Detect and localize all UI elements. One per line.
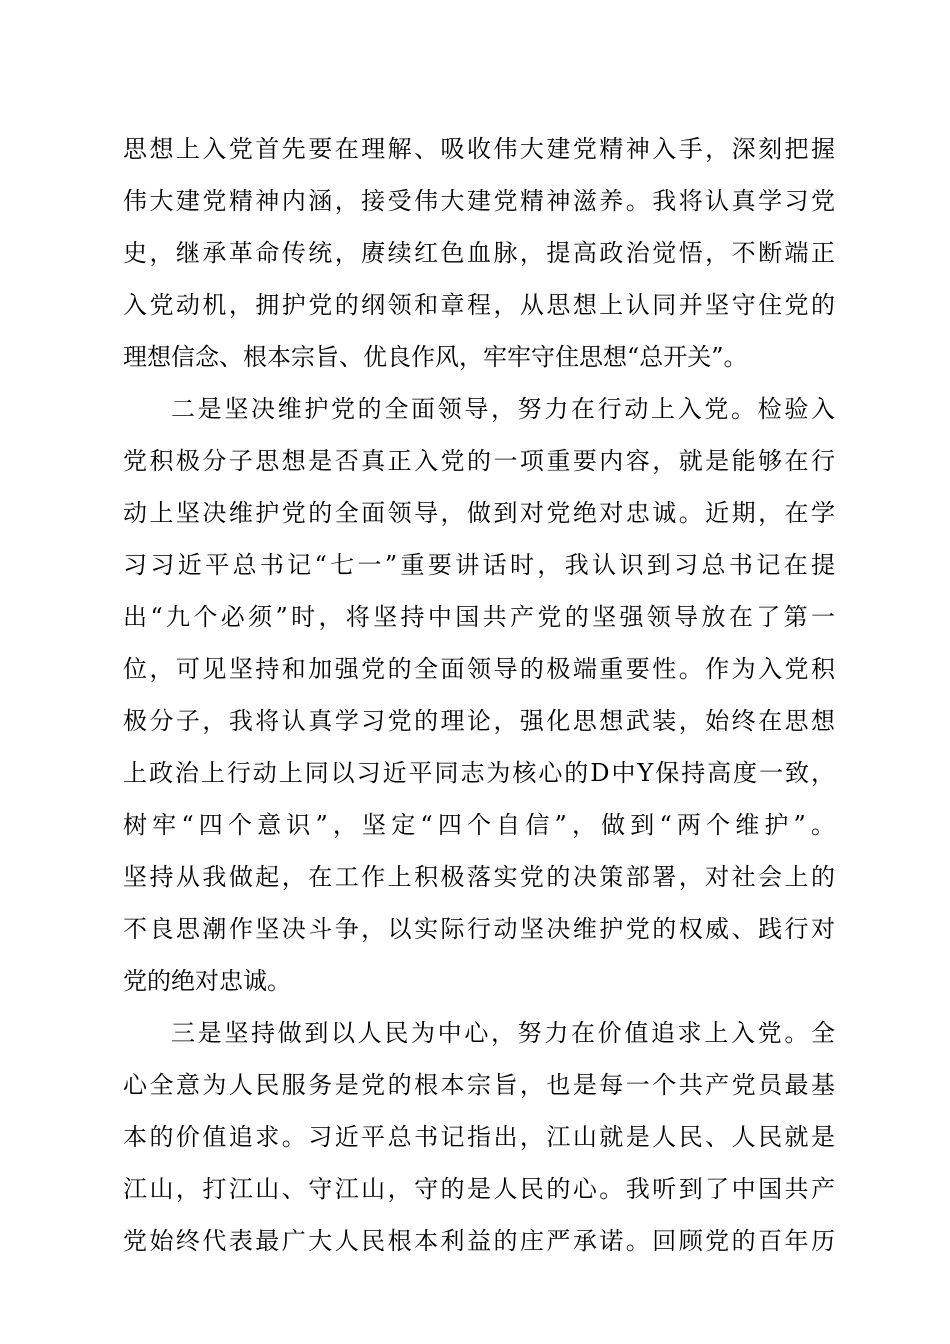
text-line: 位，可见坚持和加强党的全面领导的极端重要性。作为入党积 — [123, 655, 835, 683]
text-line: 伟大建党精神内涵，接受伟大建党精神滋养。我将认真学习党 — [123, 187, 835, 215]
text-line: 不良思潮作坚决斗争，以实际行动坚决维护党的权威、践行对 — [123, 915, 835, 943]
text-line: 入党动机，拥护党的纲领和章程，从思想上认同并坚守住党的 — [123, 291, 835, 319]
text-line: 本的价值追求。习近平总书记指出，江山就是人民、人民就是 — [123, 1123, 835, 1151]
text-line: 心全意为人民服务是党的根本宗旨，也是每一个共产党员最基 — [123, 1071, 835, 1099]
text-line: 树牢“四个意识”，坚定“四个自信”，做到“两个维护”。 — [123, 811, 835, 839]
text-line: 极分子，我将认真学习党的理论，强化思想武装，始终在思想 — [123, 707, 835, 735]
text-line: 党的绝对忠诚。 — [123, 967, 291, 995]
text-line: 党积极分子思想是否真正入党的一项重要内容，就是能够在行 — [123, 447, 835, 475]
text-line: 理想信念、根本宗旨、优良作风，牢牢守住思想“总开关”。 — [123, 343, 748, 371]
text-line: 动上坚决维护党的全面领导，做到对党绝对忠诚。近期，在学 — [123, 499, 835, 527]
text-line: 出“九个必须”时，将坚持中国共产党的坚强领导放在了第一 — [123, 603, 835, 631]
text-line: 史，继承革命传统，赓续红色血脉，提高政治觉悟，不断端正 — [123, 239, 835, 267]
text-line: 党始终代表最广大人民根本利益的庄严承诺。回顾党的百年历 — [123, 1227, 835, 1255]
text-line: 江山，打江山、守江山，守的是人民的心。我听到了中国共产 — [123, 1175, 835, 1203]
text-line: 思想上入党首先要在理解、吸收伟大建党精神入手，深刻把握 — [123, 135, 835, 163]
text-line: 习习近平总书记“七一”重要讲话时，我认识到习总书记在提 — [123, 551, 835, 579]
paragraph-start-line: 三是坚持做到以人民为中心，努力在价值追求上入党。全 — [171, 1019, 835, 1047]
text-line: 上政治上行动上同以习近平同志为核心的D中Y保持高度一致， — [123, 759, 835, 787]
text-line: 坚持从我做起，在工作上积极落实党的决策部署，对社会上的 — [123, 863, 835, 891]
paragraph-start-line: 二是坚决维护党的全面领导，努力在行动上入党。检验入 — [171, 395, 835, 423]
